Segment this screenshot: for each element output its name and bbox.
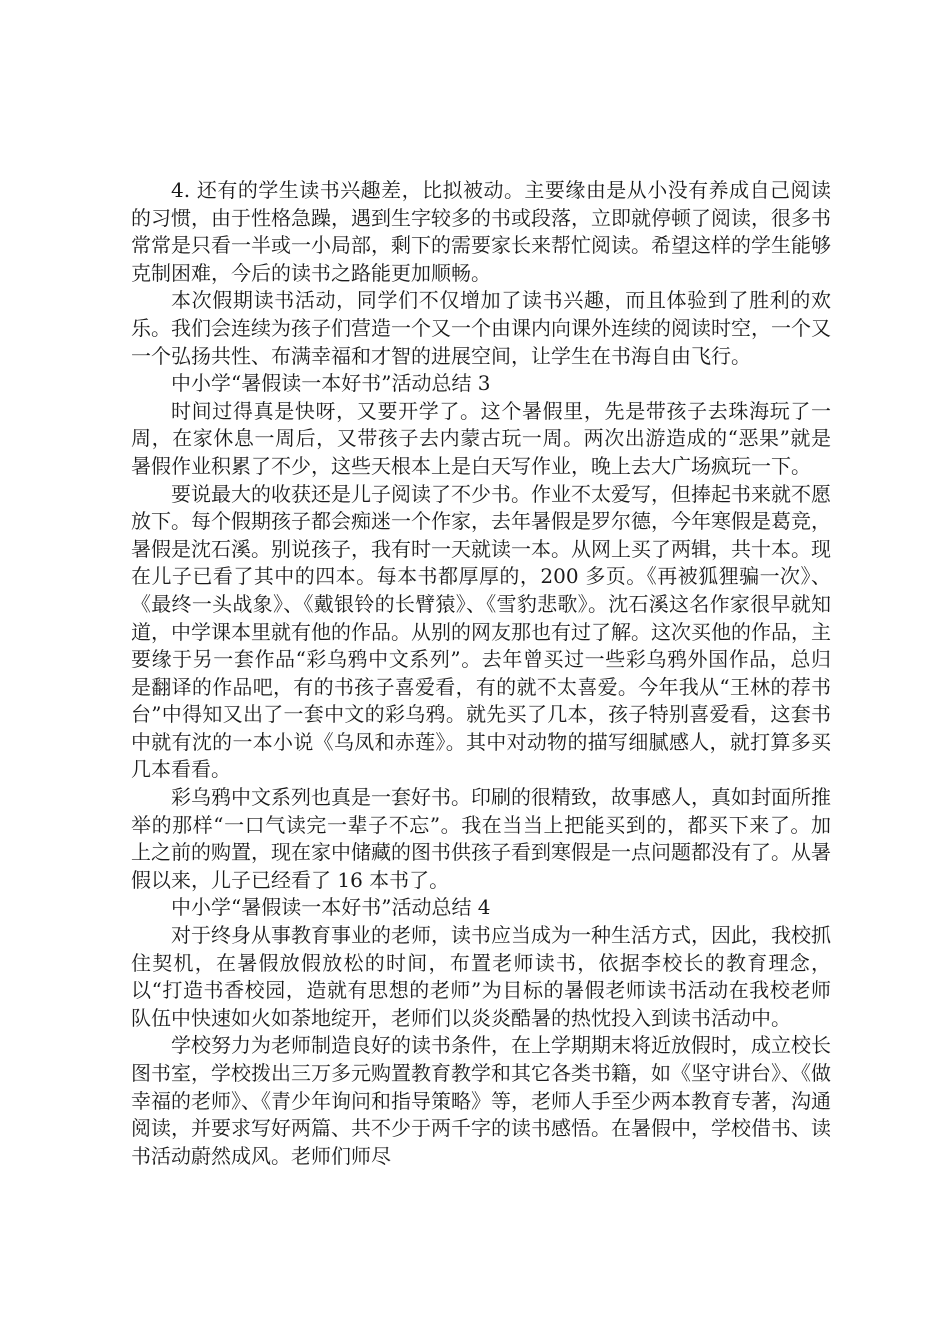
section-heading-4: 中小学“暑假读一本好书”活动总结 4 bbox=[171, 895, 491, 920]
paragraph-colorful-crow-series: 彩乌鸦中文系列也真是一套好书。印刷的很精致，故事感人，真如封面所推举的那样“一口气读完一辈子不忘”。我在当当上把能买到的，都买下来了。加上之前的购置，现在家中储藏的图书供孩子看到寒假是一点问题都没有了。从暑假以来，儿子已经看了 16 本书了。 bbox=[131, 785, 831, 892]
paragraph-activity-summary: 本次假期读书活动，同学们不仅增加了读书兴趣，而且体验到了胜利的欢乐。我们会连续为孩子们营造一个又一个由课内向课外连续的阅读时空，一个又一个弘扬共性、布满幸福和才智的进展空间，让学生在书海自由飞行。 bbox=[131, 288, 831, 368]
paragraph-summer-travel: 时间过得真是快呀，又要开学了。这个暑假里，先是带孩子去珠海玩了一周，在家休息一周后，又带孩子去内蒙古玩一周。两次出游造成的“恶果”就是暑假作业积累了不少，这些天根本上是白天写作业，晚上去大广场疯玩一下。 bbox=[131, 398, 831, 478]
document-body bbox=[131, 177, 831, 1170]
paragraph-son-reading: 要说最大的收获还是儿子阅读了不少书。作业不太爱写，但捧起书来就不愿放下。每个假期孩子都会痴迷一个作家，去年暑假是罗尔德，今年寒假是葛竞，暑假是沈石溪。别说孩子，我有时一天就读一本。从网上买了两辑，共十本。现在儿子已看了其中的四本。每本书都厚厚的，200 多页。《再被狐狸骗一次》、《最终一头战象》、《戴银铃的长臂猿》、《雪豹悲歌》。沈石溪这名作家很早就知道，中学课本里就有他的作品。从别的网友那也有过了解。这次买他的作品，主要缘于另一套作品“彩乌鸦中文系列”。去年曾买过一些彩乌鸦外国作品，总归是翻译的作品吧，有的书孩子喜爱看，有的就不太喜爱。今年我从“王林的荐书台”中得知又出了一套中文的彩乌鸦。就先买了几本，孩子特别喜爱看，这套书中就有沈的一本小说《乌凤和赤莲》。其中对动物的描写细腻感人，就打算多买几本看看。 bbox=[131, 481, 831, 782]
paragraph-reading-interest: 4. 还有的学生读书兴趣差，比拟被动。主要缘由是从小没有养成自己阅读的习惯，由于性格急躁，遇到生字较多的书或段落，立即就停顿了阅读，很多书常常是只看一半或一小局部，剩下的需要家长来帮忙阅读。希望这样的学生能够克制困难，今后的读书之路能更加顺畅。 bbox=[131, 178, 831, 285]
paragraph-teacher-reading: 对于终身从事教育事业的老师，读书应当成为一种生活方式，因此，我校抓住契机，在暑假放假放松的时间，布置老师读书，依据李校长的教育理念，以“打造书香校园，造就有思想的老师”为目标的暑假老师读书活动在我校老师队伍中快速如火如荼地绽开，老师们以炎炎酷暑的热忱投入到读书活动中。 bbox=[131, 923, 831, 1030]
paragraph-reading-conditions: 学校努力为老师制造良好的读书条件，在上学期期末将近放假时，成立校长图书室，学校拨出三万多元购置教育教学和其它各类书籍，如《坚守讲台》、《做幸福的老师》、《青少年询问和指导策略》等，老师人手至少两本教育专著，沟通阅读，并要求写好两篇、共不少于两千字的读书感悟。在暑假中，学校借书、读书活动蔚然成风。老师们师尽 bbox=[131, 1033, 831, 1168]
section-heading-3: 中小学“暑假读一本好书”活动总结 3 bbox=[171, 371, 491, 396]
